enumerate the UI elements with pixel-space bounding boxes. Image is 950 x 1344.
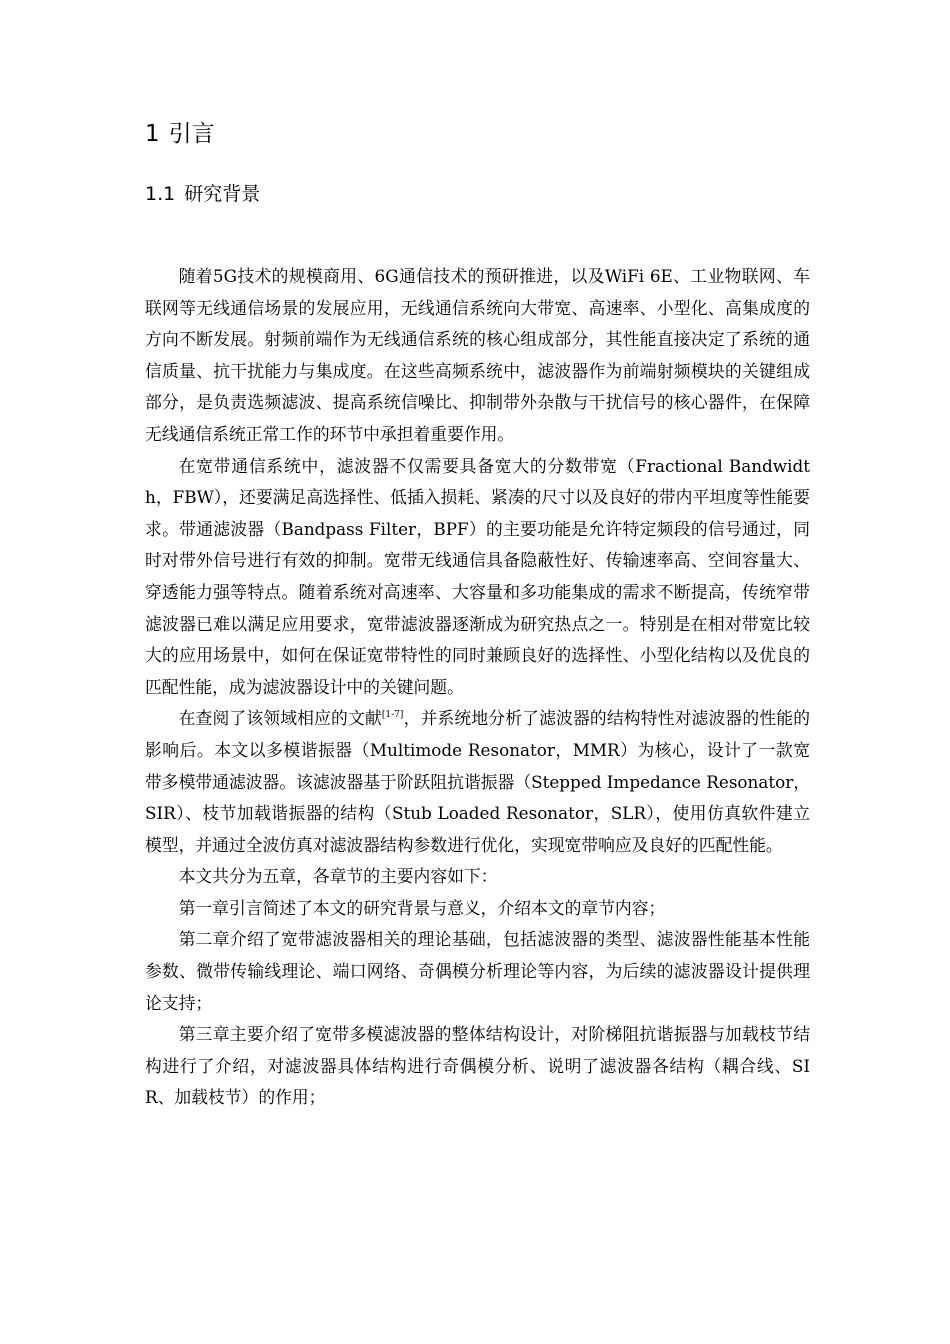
paragraph-wideband: 在宽带通信系统中，滤波器不仅需要具备宽大的分数带宽（Fractional Bandwidth，FBW），还要满足高选择性、低插入损耗、紧凑的尺寸以及良好的带内平坦度等性能要求。带通滤波器（Bandpass Filter，BPF）的主要功能是允许特定频段的信号通过，同时对带外信号进行有效的抑制。宽带无线通信具备隐蔽性好、传输速率高、空间容量大、穿透能力强等特点。随着系统对高速率、大容量和多功能集成的需求不断提高，传统窄带滤波器已难以满足应用要求，宽带滤波器逐渐成为研究热点之一。特别是在相对带宽比较大的应用场景中，如何在保证宽带特性的同时兼顾良好的选择性、小型化结构以及优良的匹配性能，成为滤波器设计中的关键问题。: [145, 455, 810, 697]
paragraph-literature: [145, 703, 810, 861]
paragraph-outline-intro: 本文共分为五章，各章节的主要内容如下：: [178, 866, 498, 887]
body-text: [145, 261, 810, 1114]
paragraph-chapter-1: 第一章引言简述了本文的研究背景与意义，介绍本文的章节内容；: [178, 897, 666, 918]
chapter-number: 1: [145, 121, 160, 147]
paragraph-literature-before: 在查阅了该领域相应的文献: [178, 708, 382, 729]
citation-ref: [1-7]: [381, 710, 404, 721]
paragraph-chapter-3: 第三章主要介绍了宽带多模滤波器的整体结构设计，对阶梯阻抗谐振器与加载枝节结构进行了介绍，对滤波器具体结构进行奇偶模分析、说明了滤波器各结构（耦合线、SIR、加载枝节）的作用；: [145, 1024, 810, 1108]
chapter-title: 引言: [168, 121, 215, 147]
section-number: 1.1: [145, 183, 176, 205]
paragraph-chapter-2: 第二章介绍了宽带滤波器相关的理论基础，包括滤波器的类型、滤波器性能基本性能参数、微带传输线理论、端口网络、奇偶模分析理论等内容，为后续的滤波器设计提供理论支持；: [145, 929, 810, 1013]
chapter-heading: [145, 116, 215, 152]
section-heading: [145, 178, 260, 210]
paragraph-background: 随着5G技术的规模商用、6G通信技术的预研推进，以及WiFi 6E、工业物联网、车联网等无线通信场景的发展应用，无线通信系统向大带宽、高速率、小型化、高集成度的方向不断发展。射频前端作为无线通信系统的核心组成部分，其性能直接决定了系统的通信质量、抗干扰能力与集成度。在这些高频系统中，滤波器作为前端射频模块的关键组成部分，是负责选频滤波、提高系统信噪比、抑制带外杂散与干扰信号的核心器件，在保障无线通信系统正常工作的环节中承担着重要作用。: [145, 266, 810, 444]
paragraph-literature-after: ，并系统地分析了滤波器的结构特性对滤波器的性能的影响后。本文以多模谐振器（Multimode Resonator，MMR）为核心，设计了一款宽带多模带通滤波器。该滤波器基于阶跃阻抗谐振器（Stepped Impedance Resonator，SIR）、枝节加载谐振器的结构（Stub Loaded Resonator，SLR），使用仿真软件建立模型，并通过全波仿真对滤波器结构参数进行优化，实现宽带响应及良好的匹配性能。: [145, 708, 810, 855]
section-title: 研究背景: [184, 183, 261, 205]
